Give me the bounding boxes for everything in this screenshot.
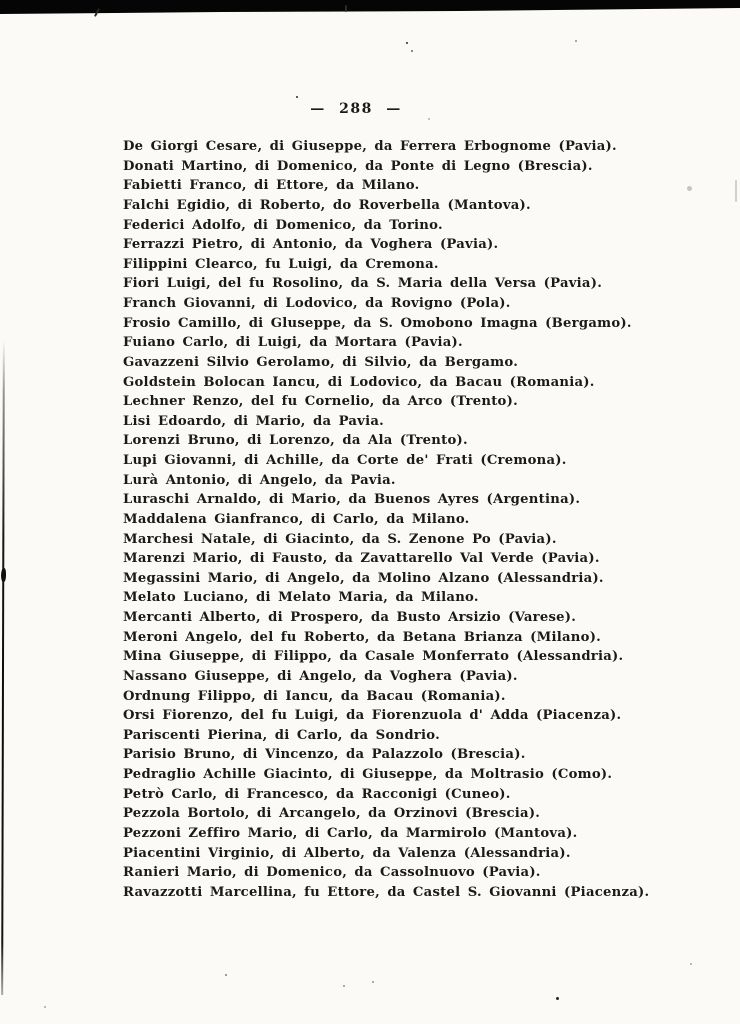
scan-speck	[343, 985, 345, 987]
list-entry: Petrò Carlo, di Francesco, da Racconigi (Cuneo).	[123, 786, 511, 802]
list-entry: Mina Giuseppe, di Filippo, da Casale Monferrato (Alessandria).	[123, 649, 624, 665]
list-entry: Fabietti Franco, di Ettore, da Milano.	[123, 178, 420, 194]
list-entry: Ordnung Filippo, di Iancu, da Bacau (Romania).	[123, 688, 506, 704]
scan-speck	[296, 96, 298, 98]
list-entry: Maddalena Gianfranco, di Carlo, da Milano.	[123, 511, 470, 527]
list-entry: Lorenzi Bruno, di Lorenzo, da Ala (Trento).	[123, 433, 468, 449]
scan-speck	[690, 963, 692, 965]
list-entry: Lechner Renzo, del fu Cornelio, da Arco (Trento).	[123, 394, 518, 410]
list-entry: Federici Adolfo, di Domenico, da Torino.	[123, 217, 443, 233]
list-entry: Mercanti Alberto, di Prospero, da Busto Arsizio (Varese).	[123, 610, 577, 625]
list-entry: Piacentini Virginio, di Alberto, da Valenza (Alessandria).	[123, 845, 571, 861]
list-entry: Pariscenti Pierina, di Carlo, da Sondrio.	[123, 727, 440, 743]
list-entry: Lupi Giovanni, di Achille, da Corte de' Frati (Cremona).	[123, 453, 567, 468]
scan-speck	[406, 42, 408, 44]
list-entry: Fuiano Carlo, di Luigi, da Mortara (Pavia).	[123, 335, 463, 351]
list-entry: Pezzola Bortolo, di Arcangelo, da Orzinovi (Brescia).	[123, 806, 541, 822]
list-entry: Melato Luciano, di Melato Maria, da Milano.	[123, 590, 479, 606]
scan-edge-top	[0, 0, 740, 16]
list-entry: Orsi Fiorenzo, del fu Luigi, da Fiorenzuola d' Adda (Piacenza).	[123, 708, 622, 724]
list-entry: Donati Martino, di Domenico, da Ponte di Legno (Brescia).	[123, 158, 593, 174]
list-entry: Ranieri Mario, di Domenico, da Cassolnuovo (Pavia).	[123, 865, 541, 881]
scan-ink-blob	[1, 568, 6, 582]
scan-edge-left	[1, 340, 5, 995]
page-number: — 288 —	[310, 101, 402, 117]
list-entry: Pedraglio Achille Giacinto, di Giuseppe, da Moltrasio (Como).	[123, 767, 613, 782]
list-entry: Luraschi Arnaldo, di Mario, da Buenos Ayres (Argentina).	[123, 492, 581, 508]
name-list	[123, 137, 650, 902]
list-entry: Lisi Edoardo, di Mario, da Pavia.	[123, 413, 384, 429]
list-entry: Falchi Egidio, di Roberto, do Roverbella (Mantova).	[123, 197, 531, 213]
list-entry: Frosio Camillo, di Gluseppe, da S. Omobono Imagna (Bergamo).	[123, 315, 632, 331]
scan-speck	[556, 997, 559, 1000]
scan-speck	[225, 974, 227, 976]
list-entry: Ferrazzi Pietro, di Antonio, da Voghera (Pavia).	[123, 237, 499, 253]
scan-speck	[687, 186, 692, 191]
list-entry: Marchesi Natale, di Giacinto, da S. Zenone Po (Pavia).	[123, 531, 557, 547]
scan-speck	[575, 40, 577, 42]
list-entry: Marenzi Mario, di Fausto, da Zavattarello Val Verde (Pavia).	[123, 551, 600, 567]
scan-speck	[44, 1006, 46, 1008]
scan-speck	[372, 981, 374, 983]
list-entry: Parisio Bruno, di Vincenzo, da Palazzolo (Brescia).	[123, 747, 526, 763]
scan-speck	[345, 5, 347, 12]
list-entry: Nassano Giuseppe, di Angelo, da Voghera (Pavia).	[123, 668, 518, 684]
scan-speck	[428, 118, 430, 120]
list-entry: Ravazzotti Marcellina, fu Ettore, da Castel S. Giovanni (Piacenza).	[123, 884, 650, 900]
list-entry: Megassini Mario, di Angelo, da Molino Alzano (Alessandria).	[123, 570, 604, 586]
list-entry: Gavazzeni Silvio Gerolamo, di Silvio, da Bergamo.	[123, 354, 519, 370]
scan-speck	[735, 180, 737, 202]
list-entry: Fiori Luigi, del fu Rosolino, da S. Maria della Versa (Pavia).	[123, 276, 603, 292]
list-entry: Goldstein Bolocan Iancu, di Lodovico, da Bacau (Romania).	[123, 374, 595, 390]
list-entry: Filippini Clearco, fu Luigi, da Cremona.	[123, 256, 439, 272]
list-entry: Lurà Antonio, di Angelo, da Pavia.	[123, 472, 396, 488]
list-entry: De Giorgi Cesare, di Giuseppe, da Ferrera Erbognome (Pavia).	[123, 139, 617, 154]
list-entry: Meroni Angelo, del fu Roberto, da Betana Brianza (Milano).	[123, 629, 602, 645]
list-entry: Pezzoni Zeffiro Mario, di Carlo, da Marmirolo (Mantova).	[123, 825, 578, 841]
scan-speck	[411, 50, 413, 52]
list-entry: Franch Giovanni, di Lodovico, da Rovigno (Pola).	[123, 296, 511, 311]
